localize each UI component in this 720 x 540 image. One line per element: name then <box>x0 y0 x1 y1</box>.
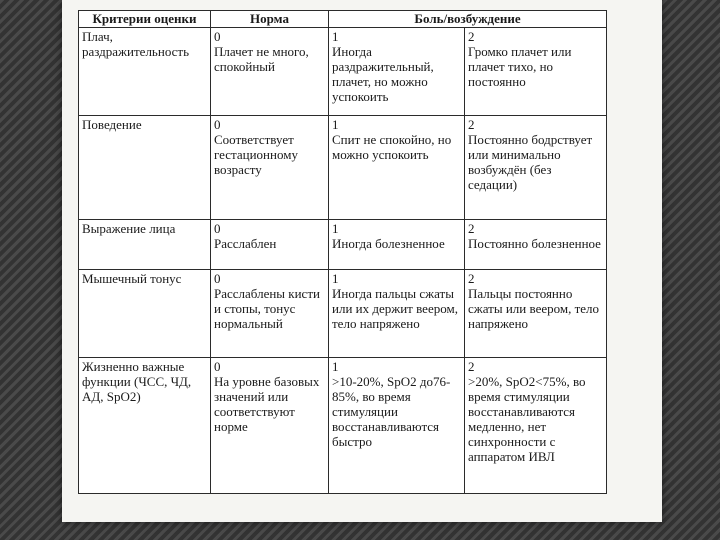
score-0: 0 <box>214 29 221 44</box>
header-criteria: Критерии оценки <box>79 11 211 28</box>
score-1-cell <box>329 220 465 270</box>
pain-assessment-table <box>78 10 607 494</box>
score-2: 2 <box>468 117 475 132</box>
score-0: 0 <box>214 117 221 132</box>
score-2: 2 <box>468 271 475 286</box>
score-1: 1 <box>332 359 339 374</box>
score-1-cell <box>329 270 465 358</box>
score-1: 1 <box>332 221 339 236</box>
score-1-description: >10-20%, SpO2 до76-85%, во время стимуляции восстанавливаются быстро <box>332 374 451 449</box>
table-row <box>79 116 607 220</box>
header-norm: Норма <box>211 11 329 28</box>
norm-cell <box>211 358 329 494</box>
norm-description: Плачет не много, спокойный <box>214 44 309 74</box>
score-1-description: Иногда болезненное <box>332 236 445 251</box>
score-1-description: Иногда раздражительный, плачет, но можно успокоить <box>332 44 434 104</box>
score-1-cell <box>329 116 465 220</box>
criterion-cell: Жизненно важные функции (ЧСС, ЧД, АД, SpO2) <box>79 358 211 494</box>
score-2-cell <box>465 28 607 116</box>
score-1-cell <box>329 358 465 494</box>
score-2: 2 <box>468 359 475 374</box>
norm-description: Расслаблен <box>214 236 277 251</box>
norm-description: Расслаблены кисти и стопы, тонус нормальный <box>214 286 320 331</box>
table-row <box>79 28 607 116</box>
score-2-description: Пальцы постоянно сжаты или веером, тело напряжено <box>468 286 600 331</box>
score-0: 0 <box>214 359 221 374</box>
table-header-row <box>79 11 607 28</box>
table-row <box>79 358 607 494</box>
criterion-cell: Мышечный тонус <box>79 270 211 358</box>
score-2: 2 <box>468 221 475 236</box>
criterion-cell: Выражение лица <box>79 220 211 270</box>
criterion-cell: Поведение <box>79 116 211 220</box>
score-2-description: Громко плачет или плачет тихо, но постоянно <box>468 44 572 89</box>
score-2-description: Постоянно бодрствует или минимально возбуждён (без седации) <box>468 132 593 192</box>
score-2-cell <box>465 116 607 220</box>
norm-cell <box>211 116 329 220</box>
table-row <box>79 270 607 358</box>
score-1: 1 <box>332 271 339 286</box>
score-0: 0 <box>214 221 221 236</box>
norm-description: Соответствует гестационному возрасту <box>214 132 298 177</box>
norm-description: На уровне базовых значений или соответствуют норме <box>214 374 320 434</box>
table-row <box>79 220 607 270</box>
score-2-cell <box>465 270 607 358</box>
slide <box>62 0 662 522</box>
score-1-description: Иногда пальцы сжаты или их держит веером, тело напряжено <box>332 286 458 331</box>
norm-cell <box>211 270 329 358</box>
criterion-cell: Плач, раздражительность <box>79 28 211 116</box>
score-2: 2 <box>468 29 475 44</box>
score-1-description: Спит не спокойно, но можно успокоить <box>332 132 452 162</box>
score-2-description: Постоянно болезненное <box>468 236 601 251</box>
score-1: 1 <box>332 29 339 44</box>
norm-cell <box>211 28 329 116</box>
score-1-cell <box>329 28 465 116</box>
score-2-description: >20%, SpO2<75%, во время стимуляции восстанавливаются медленно, нет синхронности с аппаратом ИВЛ <box>468 374 586 464</box>
score-1: 1 <box>332 117 339 132</box>
header-pain: Боль/возбуждение <box>329 11 607 28</box>
score-2-cell <box>465 358 607 494</box>
norm-cell <box>211 220 329 270</box>
score-0: 0 <box>214 271 221 286</box>
score-2-cell <box>465 220 607 270</box>
